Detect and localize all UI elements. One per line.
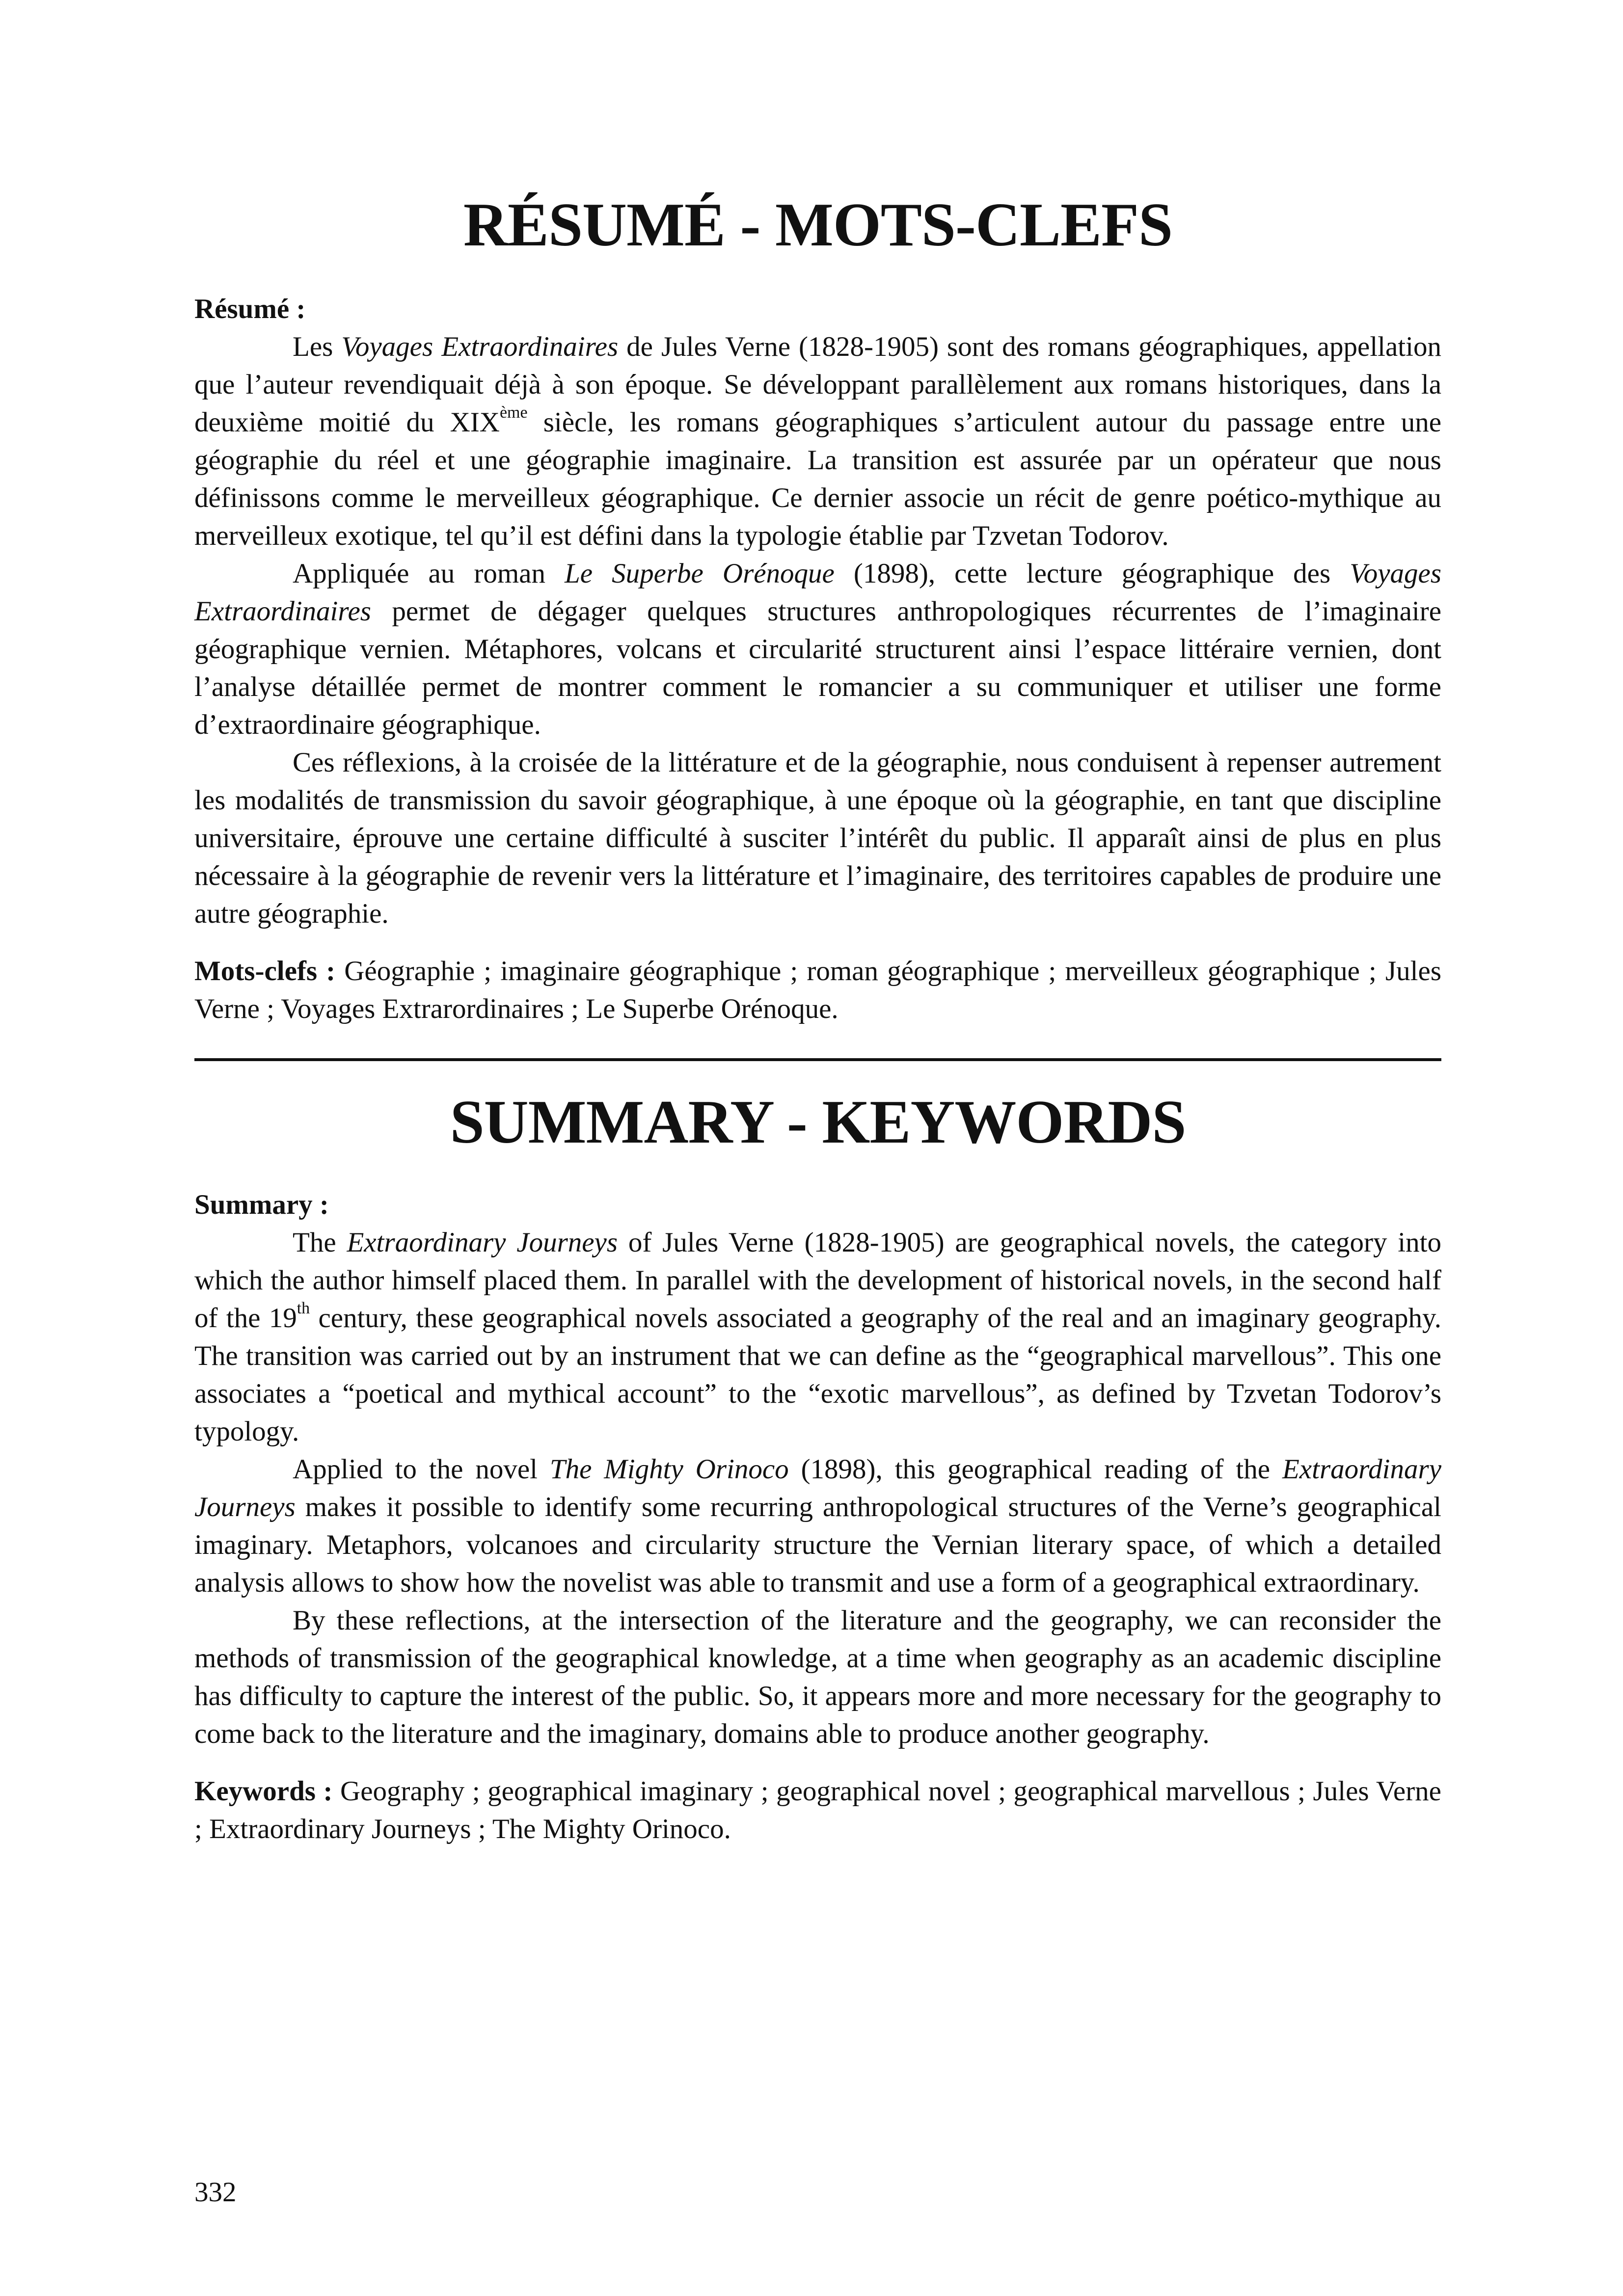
superscript: th xyxy=(297,1299,310,1318)
text-span: Les xyxy=(293,331,342,362)
keywords-label: Keywords : xyxy=(194,1776,333,1807)
keywords-list: Géographie ; imaginaire géographique ; roman géographique ; merveilleux géographique ; Jules Verne ; Voyages Extrarordinaires ; Le Superbe Orénoque. xyxy=(194,955,1441,1024)
french-keywords xyxy=(194,952,1441,1028)
english-section xyxy=(194,1089,1441,1848)
text-span: siècle, les romans géographiques s’articulent autour du passage entre une géographie du réel et une géographie imaginaire. La transition est assurée par un opérateur que nous définissons comme le merveilleux géographique. Ce dernier associe un récit de genre poético-mythique au merveilleux exotique, tel qu’il est défini dans la typologie établie par Tzvetan Todorov. xyxy=(194,406,1441,551)
superscript: ème xyxy=(499,403,528,422)
text-span: The xyxy=(293,1227,347,1258)
french-paragraph-1 xyxy=(194,328,1441,555)
keywords-list: Geography ; geographical imaginary ; geographical novel ; geographical marvellous ; Jules Verne ; Extraordinary Journeys ; The Mighty Orinoco. xyxy=(194,1776,1441,1845)
page-content xyxy=(194,191,1441,1848)
english-summary-label: Summary : xyxy=(194,1189,329,1221)
english-paragraph-2 xyxy=(194,1450,1441,1602)
text-span: de Jules Verne (1828-1905) sont des romans géographiques, appellation que l’auteur revendiquait déjà à son époque. Se développant parallèlement aux romans historiques, dans la deuxième moitié du XIX xyxy=(194,331,1441,438)
french-summary-label: Résumé : xyxy=(194,293,306,324)
english-paragraph-3: By these reflections, at the intersection of the literature and the geography, we can reconsider the methods of transmission of the geographical knowledge, at a time when geography as an academic discipline has difficulty to capture the interest of the public. So, it appears more and more necessary for the geography to come back to the literature and the imaginary, domains able to produce another geography. xyxy=(194,1605,1441,1750)
french-paragraph-3: Ces réflexions, à la croisée de la littérature et de la géographie, nous conduisent à repenser autrement les modalités de transmission du savoir géographique, à une époque où la géographie, en tant que discipline universitaire, éprouve une certaine difficulté à susciter l’intérêt du public. Il apparaît ainsi de plus en plus nécessaire à la géographie de revenir vers la littérature et l’imaginaire, des territoires capables de produire une autre géographie. xyxy=(194,747,1441,929)
italic-title: Extraordinary Journeys xyxy=(194,1454,1442,1523)
italic-title: Extraordinary Journeys xyxy=(347,1227,618,1258)
section-divider xyxy=(194,1058,1441,1061)
text-span: makes it possible to identify some recurring anthropological structures of the Verne’s geographical imaginary. Metaphors, volcanoes and circularity structure the Vernian literary space, of which a detailed analysis allows to show how the novelist was able to transmit and use a form of a geographical extraordinary. xyxy=(194,1492,1441,1599)
english-paragraph-1 xyxy=(194,1224,1441,1450)
text-span: of Jules Verne (1828-1905) are geographical novels, the category into which the author himself placed them. In parallel with the development of historical novels, in the second half of the 19 xyxy=(194,1227,1441,1334)
text-span: permet de dégager quelques structures anthropologiques récurrentes de l’imaginaire géographique vernien. Métaphores, volcans et circularité structurent ainsi l’espace littéraire vernien, dont l’analyse détaillée permet de montrer comment le romancier a su communiquer et utiliser une forme d’extraordinaire géographique. xyxy=(194,595,1441,740)
text-span: century, these geographical novels associated a geography of the real and an imaginary geography. The transition was carried out by an instrument that we can define as the “geographical marvellous”. This one associates a “poetical and mythical account” to the “exotic marvellous”, as defined by Tzvetan Todorov’s typology. xyxy=(194,1303,1442,1447)
text-span: Appliquée au roman xyxy=(293,558,565,589)
page-number: 332 xyxy=(194,2177,237,2208)
french-section xyxy=(194,191,1441,1028)
english-keywords xyxy=(194,1772,1441,1848)
french-paragraph-2 xyxy=(194,555,1441,744)
text-span: (1898), this geographical reading of the xyxy=(788,1454,1282,1485)
italic-title: The Mighty Orinoco xyxy=(549,1454,789,1485)
italic-title: Le Superbe Orénoque xyxy=(565,558,835,589)
italic-title: Voyages Extraordinaires xyxy=(194,558,1441,627)
italic-title: Voyages Extraordinaires xyxy=(341,331,619,362)
keywords-label: Mots-clefs : xyxy=(194,955,336,987)
english-title: SUMMARY - KEYWORDS xyxy=(450,1088,1186,1156)
french-title: RÉSUMÉ - MOTS-CLEFS xyxy=(463,191,1173,259)
text-span: Applied to the novel xyxy=(293,1454,550,1485)
text-span: (1898), cette lecture géographique des xyxy=(834,558,1350,589)
